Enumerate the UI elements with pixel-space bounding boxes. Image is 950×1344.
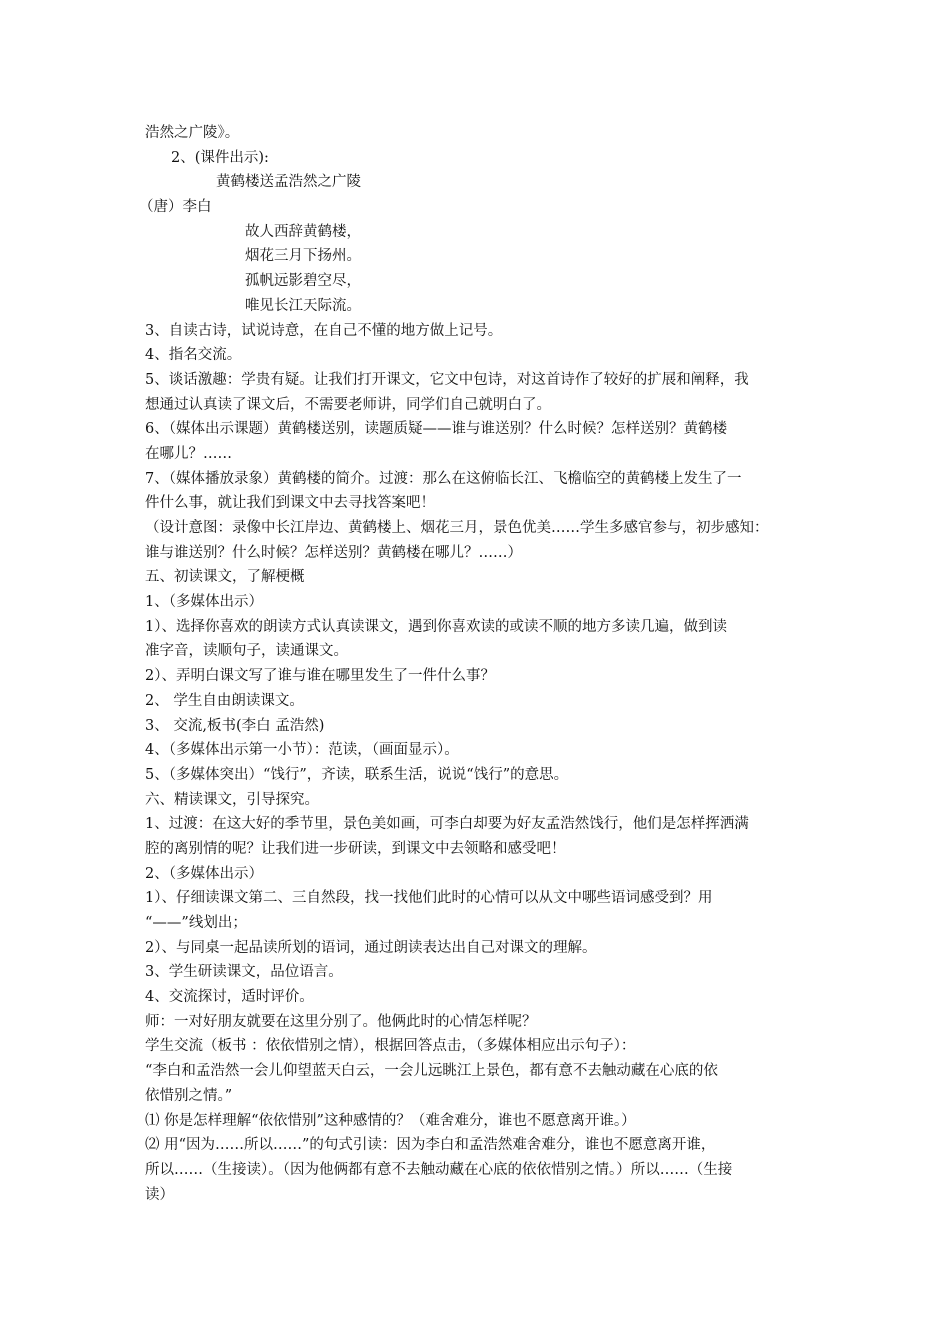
section-heading: 六、精读课文，引导探究。 — [145, 791, 319, 808]
text-line: 师：一对好朋友就要在这里分别了。他俩此时的心情怎样呢？ — [145, 1013, 537, 1030]
poem-line: 唯见长江天际流。 — [245, 297, 361, 314]
text-line: 在哪儿？…… — [145, 445, 232, 462]
poem-line: 孤帆远影碧空尽， — [245, 273, 361, 290]
text-line: 3、自读古诗，试说诗意，在自己不懂的地方做上记号。 — [145, 322, 503, 339]
text-line: “李白和孟浩然一会儿仰望蓝天白云，一会儿远眺江上景色，都有意不去触动藏在心底的依 — [145, 1063, 718, 1080]
text-line: 谁与谁送别？什么时候？怎样送别？黄鹤楼在哪儿？……） — [145, 544, 522, 561]
text-line: 5、谈话激趣：学贵有疑。让我们打开课文，它文中包诗，对这首诗作了较好的扩展和阐释，我 — [145, 371, 749, 388]
text-line: （设计意图：录像中长江岸边、黄鹤楼上、烟花三月，景色优美……学生多感官参与，初步感知： — [145, 520, 769, 536]
text-line: 4、指名交流。 — [145, 347, 242, 364]
text-line: 1、（多媒体出示） — [145, 594, 263, 611]
text-line: 件什么事，就让我们到课文中去寻找答案吧！ — [145, 495, 435, 512]
text-line: 6、（媒体出示课题）黄鹤楼送别，读题质疑——谁与谁送别？什么时候？怎样送别？黄鹤楼 — [145, 421, 727, 438]
poem-title: 黄鹤楼送孟浩然之广陵 — [216, 174, 361, 191]
text-line: 2）、与同桌一起品读所划的语词，通过朗读表达出自己对课文的理解。 — [145, 939, 597, 956]
text-line: 想通过认真读了课文后，不需要老师讲，同学们自己就明白了。 — [145, 396, 551, 413]
text-line: 4、（多媒体出示第一小节）：范读，（画面显示）。 — [145, 742, 459, 759]
text-line: 5、（多媒体突出）“饯行”，齐读，联系生活，说说“饯行”的意思。 — [145, 766, 569, 783]
text-line: 7、（媒体播放录象）黄鹤楼的简介。过渡：那么在这俯临长江、飞檐临空的黄鹤楼上发生了一 — [145, 470, 742, 487]
document-page — [139, 121, 825, 1207]
text-line: 腔的离别情的呢？让我们进一步研读，到课文中去领略和感受吧！ — [145, 840, 566, 857]
text-line: 1、过渡：在这大好的季节里，景色美如画，可李白却要为好友孟浩然饯行，他们是怎样挥洒满 — [145, 816, 749, 833]
text-line: 学生交流（板书 ：依依惜别之情），根据回答点击，（多媒体相应出示句子）： — [145, 1038, 636, 1055]
text-line: 浩然之广陵》。 — [145, 125, 240, 141]
text-line: 依惜别之情。” — [145, 1087, 233, 1104]
poem-line: 烟花三月下扬州。 — [245, 248, 361, 265]
text-line: 4、交流探讨，适时评价。 — [145, 989, 314, 1006]
text-line: 2、 学生自由朗读课文。 — [145, 692, 304, 709]
text-line: 所以……（生接读）。（因为他俩都有意不去触动藏在心底的依依惜别之情。）所以……（生接 — [145, 1161, 733, 1178]
text-line: 1）、选择你喜欢的朗读方式认真读课文，遇到你喜欢读的或读不顺的地方多读几遍，做到读 — [145, 618, 727, 635]
text-line: 2）、弄明白课文写了谁与谁在哪里发生了一件什么事？ — [145, 668, 495, 685]
text-line: 1）、仔细读课文第二、三自然段，找一找他们此时的心情可以从文中哪些语词感受到？用 — [145, 890, 713, 907]
text-line: “——”线划出； — [145, 915, 247, 931]
text-line: 2、（多媒体出示） — [145, 865, 263, 882]
text-line: 读） — [145, 1186, 174, 1203]
poem-line: 故人西辞黄鹤楼， — [245, 223, 361, 240]
text-line: ⑴ 你是怎样理解“依依惜别”这种感情的？（难舍难分，谁也不愿意离开谁。） — [145, 1112, 636, 1129]
text-line: 2、(课件出示): — [171, 149, 269, 166]
text-line: ⑵ 用“因为……所以……”的句式引读：因为李白和孟浩然难舍难分，谁也不愿意离开谁， — [145, 1137, 716, 1154]
text-line: 准字音，读顺句子，读通课文。 — [145, 643, 348, 660]
text-line: 3、 交流,板书(李白 孟浩然) — [145, 717, 325, 734]
text-line: 3、学生研读课文，品位语言。 — [145, 964, 343, 981]
poem-author: （唐）李白 — [139, 199, 212, 216]
section-heading: 五、初读课文，了解梗概 — [145, 569, 305, 586]
